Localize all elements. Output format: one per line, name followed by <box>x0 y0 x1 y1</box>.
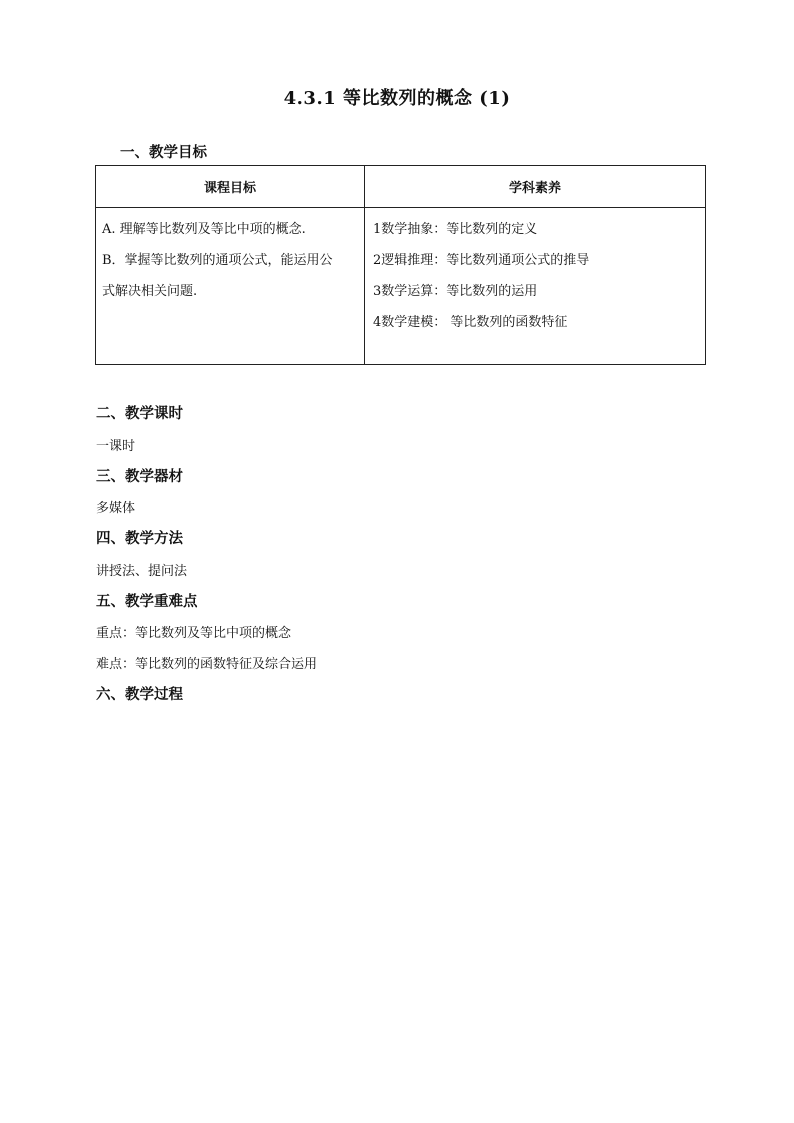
core-literacy-cell <box>365 208 706 365</box>
document-title: 4.3.1 等比数列的概念 (1) <box>283 88 511 109</box>
literacy-item-1: 1数学抽象：等比数列的定义 <box>373 222 538 237</box>
table-row <box>96 208 706 365</box>
literacy-item-4: 4数学建模： 等比数列的函数特征 <box>373 315 568 330</box>
difficult-point-text: 难点：等比数列的函数特征及综合运用 <box>96 657 318 672</box>
table-header-row <box>96 166 706 208</box>
section-heading-equipment: 三、教学器材 <box>96 468 183 485</box>
section-heading-class-periods: 二、教学课时 <box>96 405 183 422</box>
section-heading-teaching-process: 六、教学过程 <box>96 686 183 703</box>
table-header-core-literacy: 学科素养 <box>365 166 706 208</box>
section-heading-methods: 四、教学方法 <box>96 530 183 547</box>
key-point-text: 重点：等比数列及等比中项的概念 <box>96 626 292 641</box>
literacy-item-3: 3数学运算：等比数列的运用 <box>373 284 538 299</box>
course-goal-b-line1: B．掌握等比数列的通项公式，能运用公 <box>102 253 333 268</box>
section-heading-key-difficult-points: 五、教学重难点 <box>96 593 198 610</box>
methods-text: 讲授法、提问法 <box>96 564 188 579</box>
literacy-item-2: 2逻辑推理：等比数列通项公式的推导 <box>373 253 590 268</box>
class-periods-text: 一课时 <box>96 439 136 454</box>
equipment-text: 多媒体 <box>96 501 136 516</box>
course-goals-cell <box>96 208 365 365</box>
course-goal-a: A. 理解等比数列及等比中项的概念. <box>102 222 306 237</box>
course-goal-b-line2: 式解决相关问题. <box>102 284 198 299</box>
goals-table <box>95 165 706 365</box>
section-heading-teaching-goals: 一、教学目标 <box>120 144 207 161</box>
table-header-course-goals: 课程目标 <box>96 166 365 208</box>
